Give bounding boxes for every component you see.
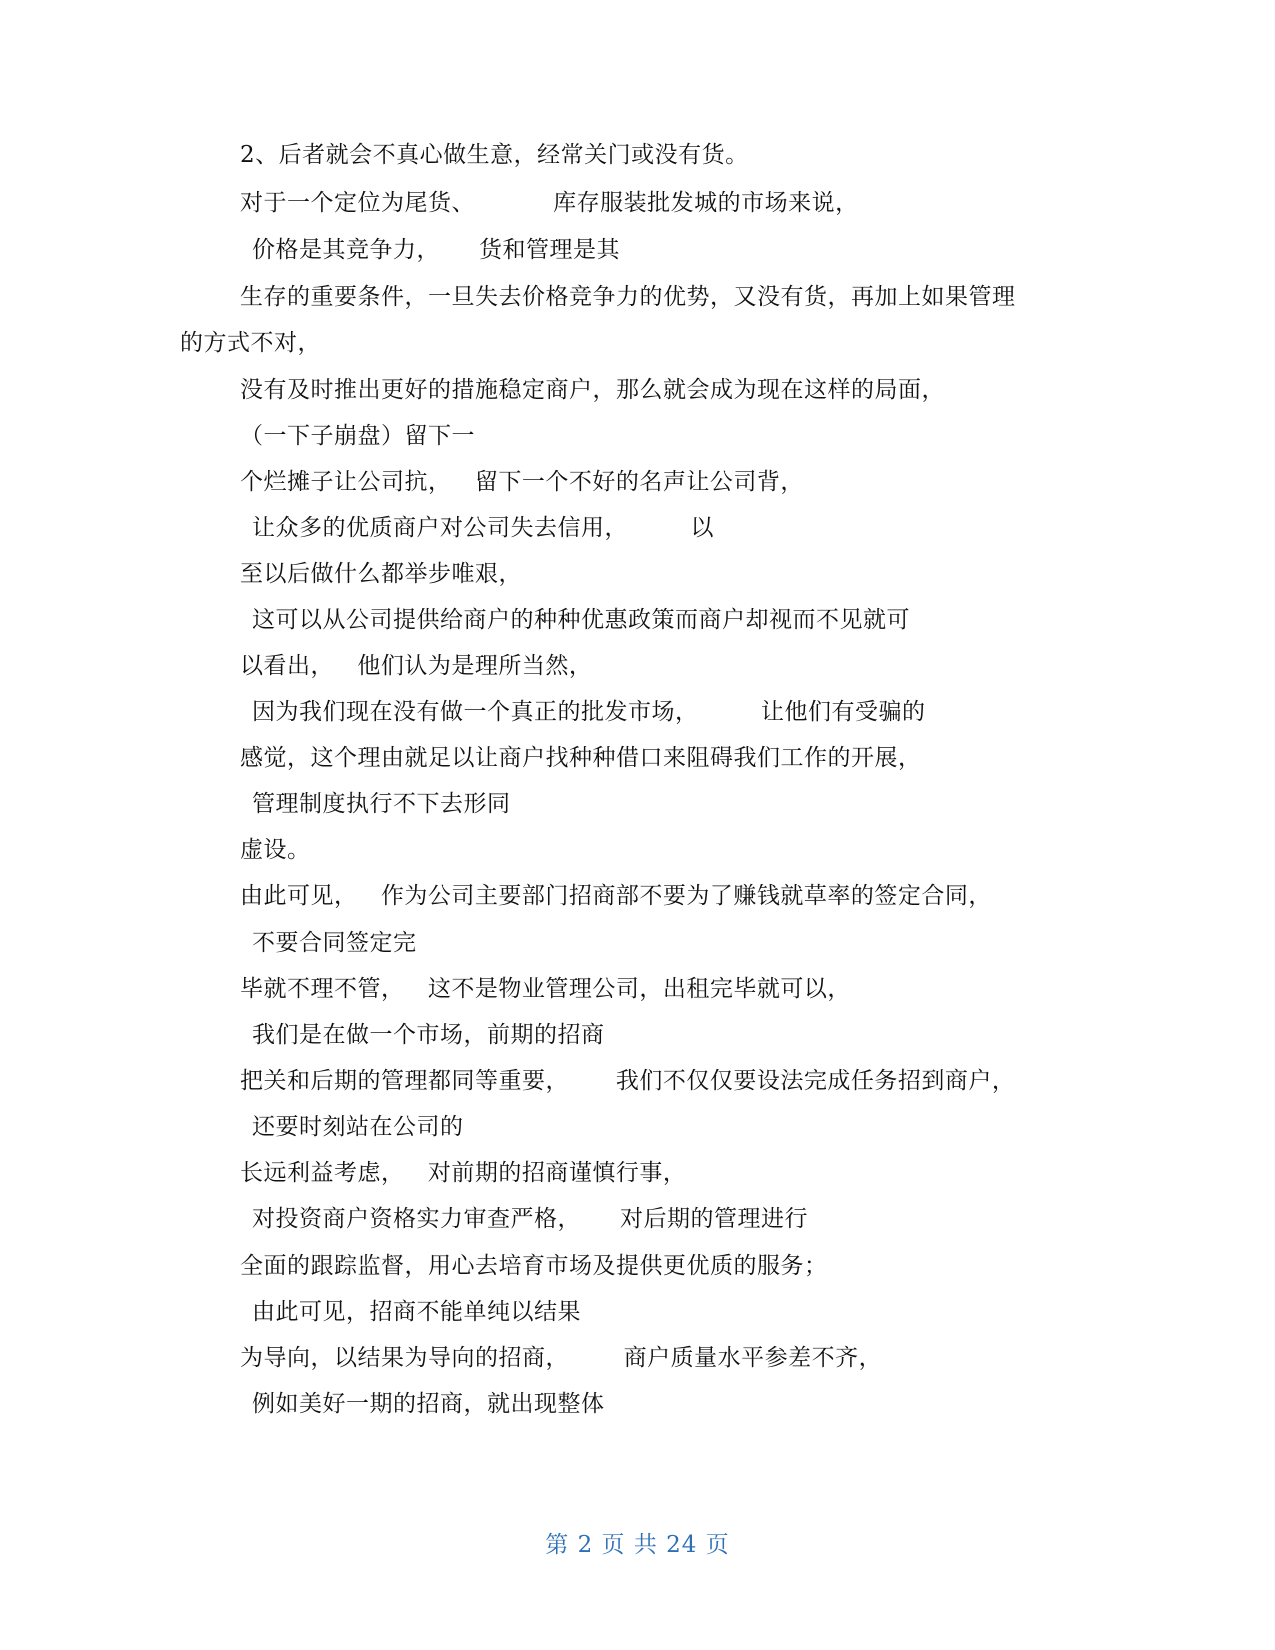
- text-line-16: 虚设。: [240, 837, 311, 863]
- text-line-13: 因为我们现在没有做一个真正的批发市场， 让他们有受骗的: [252, 699, 926, 725]
- text-line-28: 例如美好一期的招商，就出现整体: [252, 1391, 605, 1417]
- text-line-17: 由此可见， 作为公司主要部门招商部不要为了赚钱就草率的签定合同，: [240, 883, 992, 909]
- text-line-9: 让众多的优质商户对公司失去信用， 以: [252, 515, 714, 541]
- text-line-21: 把关和后期的管理都同等重要， 我们不仅仅要设法完成任务招到商户，: [240, 1068, 1016, 1094]
- text-line-3: 价格是其竞争力， 货和管理是其: [252, 237, 621, 263]
- text-line-11: 这可以从公司提供给商户的种种优惠政策而商户却视而不见就可: [252, 607, 910, 633]
- text-line-26: 由此可见，招商不能单纯以结果: [252, 1299, 581, 1325]
- text-line-23: 长远利益考虑， 对前期的招商谨慎行事，: [240, 1160, 687, 1186]
- text-line-1: 2、后者就会不真心做生意，经常关门或没有货。: [240, 142, 749, 168]
- text-line-25: 全面的跟踪监督，用心去培育市场及提供更优质的服务；: [240, 1253, 828, 1279]
- text-line-18: 不要合同签定完: [252, 930, 417, 956]
- text-line-10: 至以后做什么都举步唯艰，: [240, 561, 522, 587]
- text-line-20: 我们是在做一个市场，前期的招商: [252, 1022, 605, 1048]
- text-line-7: （一下子崩盘）留下一: [240, 423, 475, 449]
- text-line-2: 对于一个定位为尾货、 库存服装批发城的市场来说，: [240, 190, 859, 216]
- text-line-24: 对投资商户资格实力审查严格， 对后期的管理进行: [252, 1206, 809, 1232]
- page-number-footer: 第 2 页 共 24 页: [545, 1532, 730, 1558]
- text-line-15: 管理制度执行不下去形同: [252, 791, 511, 817]
- text-line-12: 以看出， 他们认为是理所当然，: [240, 653, 593, 679]
- text-line-19: 毕就不理不管， 这不是物业管理公司，出租完毕就可以，: [240, 976, 851, 1002]
- text-line-27: 为导向，以结果为导向的招商， 商户质量水平参差不齐，: [240, 1345, 883, 1371]
- text-line-4: 生存的重要条件，一旦失去价格竞争力的优势，又没有货，再加上如果管理: [240, 284, 1016, 310]
- text-line-5: 的方式不对，: [180, 330, 321, 356]
- text-line-22: 还要时刻站在公司的: [252, 1114, 464, 1140]
- text-line-6: 没有及时推出更好的措施稳定商户，那么就会成为现在这样的局面，: [240, 377, 945, 403]
- text-line-14: 感觉，这个理由就足以让商户找种种借口来阻碍我们工作的开展，: [240, 745, 922, 771]
- text-line-8: 个烂摊子让公司抗， 留下一个不好的名声让公司背，: [240, 469, 804, 495]
